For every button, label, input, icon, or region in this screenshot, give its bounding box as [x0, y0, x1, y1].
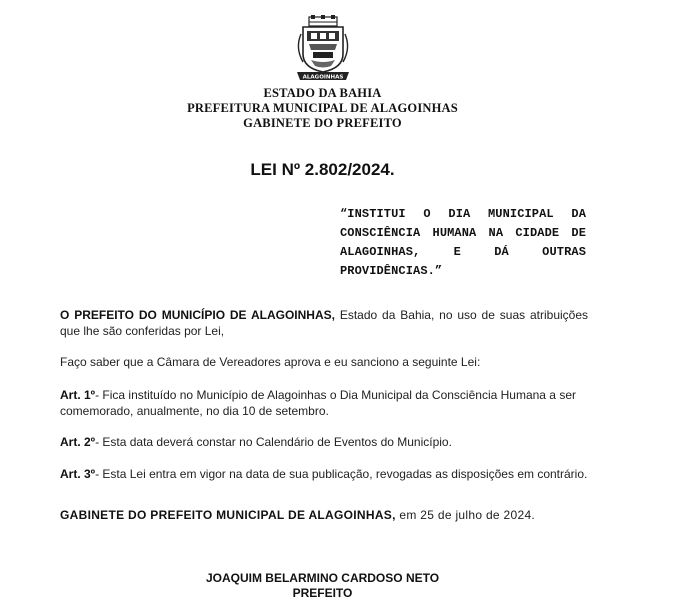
preamble-bold: O PREFEITO DO MUNICÍPIO DE ALAGOINHAS,	[60, 308, 335, 322]
header-state: ESTADO DA BAHIA	[263, 86, 382, 100]
header-prefecture: PREFEITURA MUNICIPAL DE ALAGOINHAS	[187, 101, 458, 115]
article-label: Art. 1º	[60, 388, 96, 402]
article-label: Art. 3º	[60, 467, 96, 481]
preamble-text: Estado da Bahia, no uso de suas atribuições que lhe são conferidas por Lei,	[60, 308, 589, 338]
article-label: Art. 2º	[60, 435, 96, 449]
header-office: GABINETE DO PREFEITO	[243, 116, 402, 130]
signature-name: JOAQUIM BELARMINO CARDOSO NETO	[205, 571, 440, 585]
law-summary: “INSTITUI O DIA MUNICIPAL DA CONSCIÊNCIA HUMANA NA CIDADE DE ALAGOINHAS, E DÁ OUTRAS PROVIDÊNCIAS.”	[340, 207, 586, 278]
closing-bold: GABINETE DO PREFEITO MUNICIPAL DE ALAGOINHAS,	[60, 508, 396, 522]
article-text: - Esta data deverá constar no Calendário de Eventos do Município.	[95, 435, 452, 449]
signature-role: PREFEITO	[292, 586, 353, 600]
decree-text: Faço saber que a Câmara de Vereadores aprova e eu sanciono a seguinte Lei:	[60, 355, 481, 369]
closing-text: em 25 de julho de 2024.	[395, 508, 536, 522]
crest-ribbon-text: ALAGOINHAS	[302, 74, 344, 81]
preamble	[60, 307, 588, 339]
closing	[60, 507, 588, 523]
article-2	[60, 434, 588, 450]
article-1	[60, 387, 588, 419]
law-title: LEI Nº 2.802/2024.	[250, 160, 395, 179]
municipal-crest-logo	[291, 14, 355, 84]
article-text: - Fica instituído no Município de Alagoinhas o Dia Municipal da Consciência Humana a ser comemorado, anualmente, no dia 10 de setembro.	[60, 388, 576, 418]
article-3	[60, 466, 588, 482]
article-text: - Esta Lei entra em vigor na data de sua publicação, revogadas as disposições em contrário.	[95, 467, 588, 481]
